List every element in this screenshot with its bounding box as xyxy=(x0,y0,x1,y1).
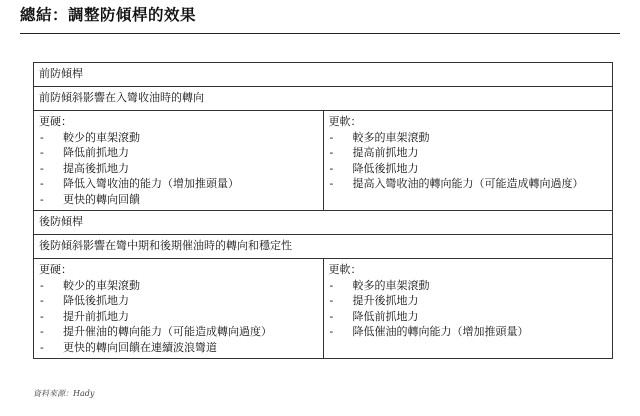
page-title: 總結：調整防傾桿的效果 xyxy=(20,5,197,24)
list-item: - 提高後抓地力 xyxy=(39,161,318,177)
front-stiffer-label: 更硬： xyxy=(39,115,72,128)
source-note: 資料來源：Hady xyxy=(33,389,95,398)
list-item: - 較多的車架滾動 xyxy=(329,130,608,146)
list-item: - 較少的車架滾動 xyxy=(39,278,318,294)
front-description-row xyxy=(34,87,613,111)
list-item: - 提升後抓地力 xyxy=(329,293,608,309)
front-softer-cell xyxy=(323,111,613,211)
rear-heading: 後防傾桿 xyxy=(34,211,613,235)
list-item: - 較少的車架滾動 xyxy=(39,130,318,146)
list-item: - 更快的轉向回饋在連續波浪彎道 xyxy=(39,340,318,356)
rear-description: 後防傾斜影響在彎中期和後期催油時的轉向和穩定性 xyxy=(34,235,613,259)
front-stiffer-cell xyxy=(34,111,324,211)
list-item: - 提升催油的轉向能力（可能造成轉向過度） xyxy=(39,324,318,340)
list-item: - 提高入彎收油的轉向能力（可能造成轉向過度） xyxy=(329,176,608,192)
front-softer-list xyxy=(329,130,608,192)
front-heading-row xyxy=(34,63,613,87)
anti-roll-bar-summary-table xyxy=(33,62,613,359)
rear-stiffer-list xyxy=(39,278,318,356)
list-item: - 降低前抓地力 xyxy=(39,145,318,161)
front-heading: 前防傾桿 xyxy=(34,63,613,87)
rear-softer-label: 更軟： xyxy=(328,263,362,276)
front-description: 前防傾斜影響在入彎收油時的轉向 xyxy=(34,87,613,111)
list-item: - 較多的車架滾動 xyxy=(329,278,608,294)
rear-stiffer-cell xyxy=(34,259,324,359)
rear-description-row xyxy=(34,235,613,259)
rear-stiffer-label: 更硬： xyxy=(39,263,72,276)
rear-softer-cell xyxy=(323,259,613,359)
rear-effects-row xyxy=(34,259,613,359)
rear-softer-list xyxy=(329,278,608,340)
list-item: - 降低後抓地力 xyxy=(329,161,608,177)
front-stiffer-list xyxy=(39,130,318,208)
list-item: - 提升前抓地力 xyxy=(39,309,318,325)
list-item: - 降低催油的轉向能力（增加推頭量） xyxy=(329,324,608,340)
list-item: - 更快的轉向回饋 xyxy=(39,192,318,208)
list-item: - 降低後抓地力 xyxy=(39,293,318,309)
list-item: - 降低入彎收油的能力（增加推頭量） xyxy=(39,176,318,192)
list-item: - 提高前抓地力 xyxy=(329,145,608,161)
list-item: - 降低前抓地力 xyxy=(329,309,608,325)
title-rule xyxy=(20,33,620,34)
rear-heading-row xyxy=(34,211,613,235)
front-softer-label: 更軟： xyxy=(328,115,362,128)
front-effects-row xyxy=(34,111,613,211)
